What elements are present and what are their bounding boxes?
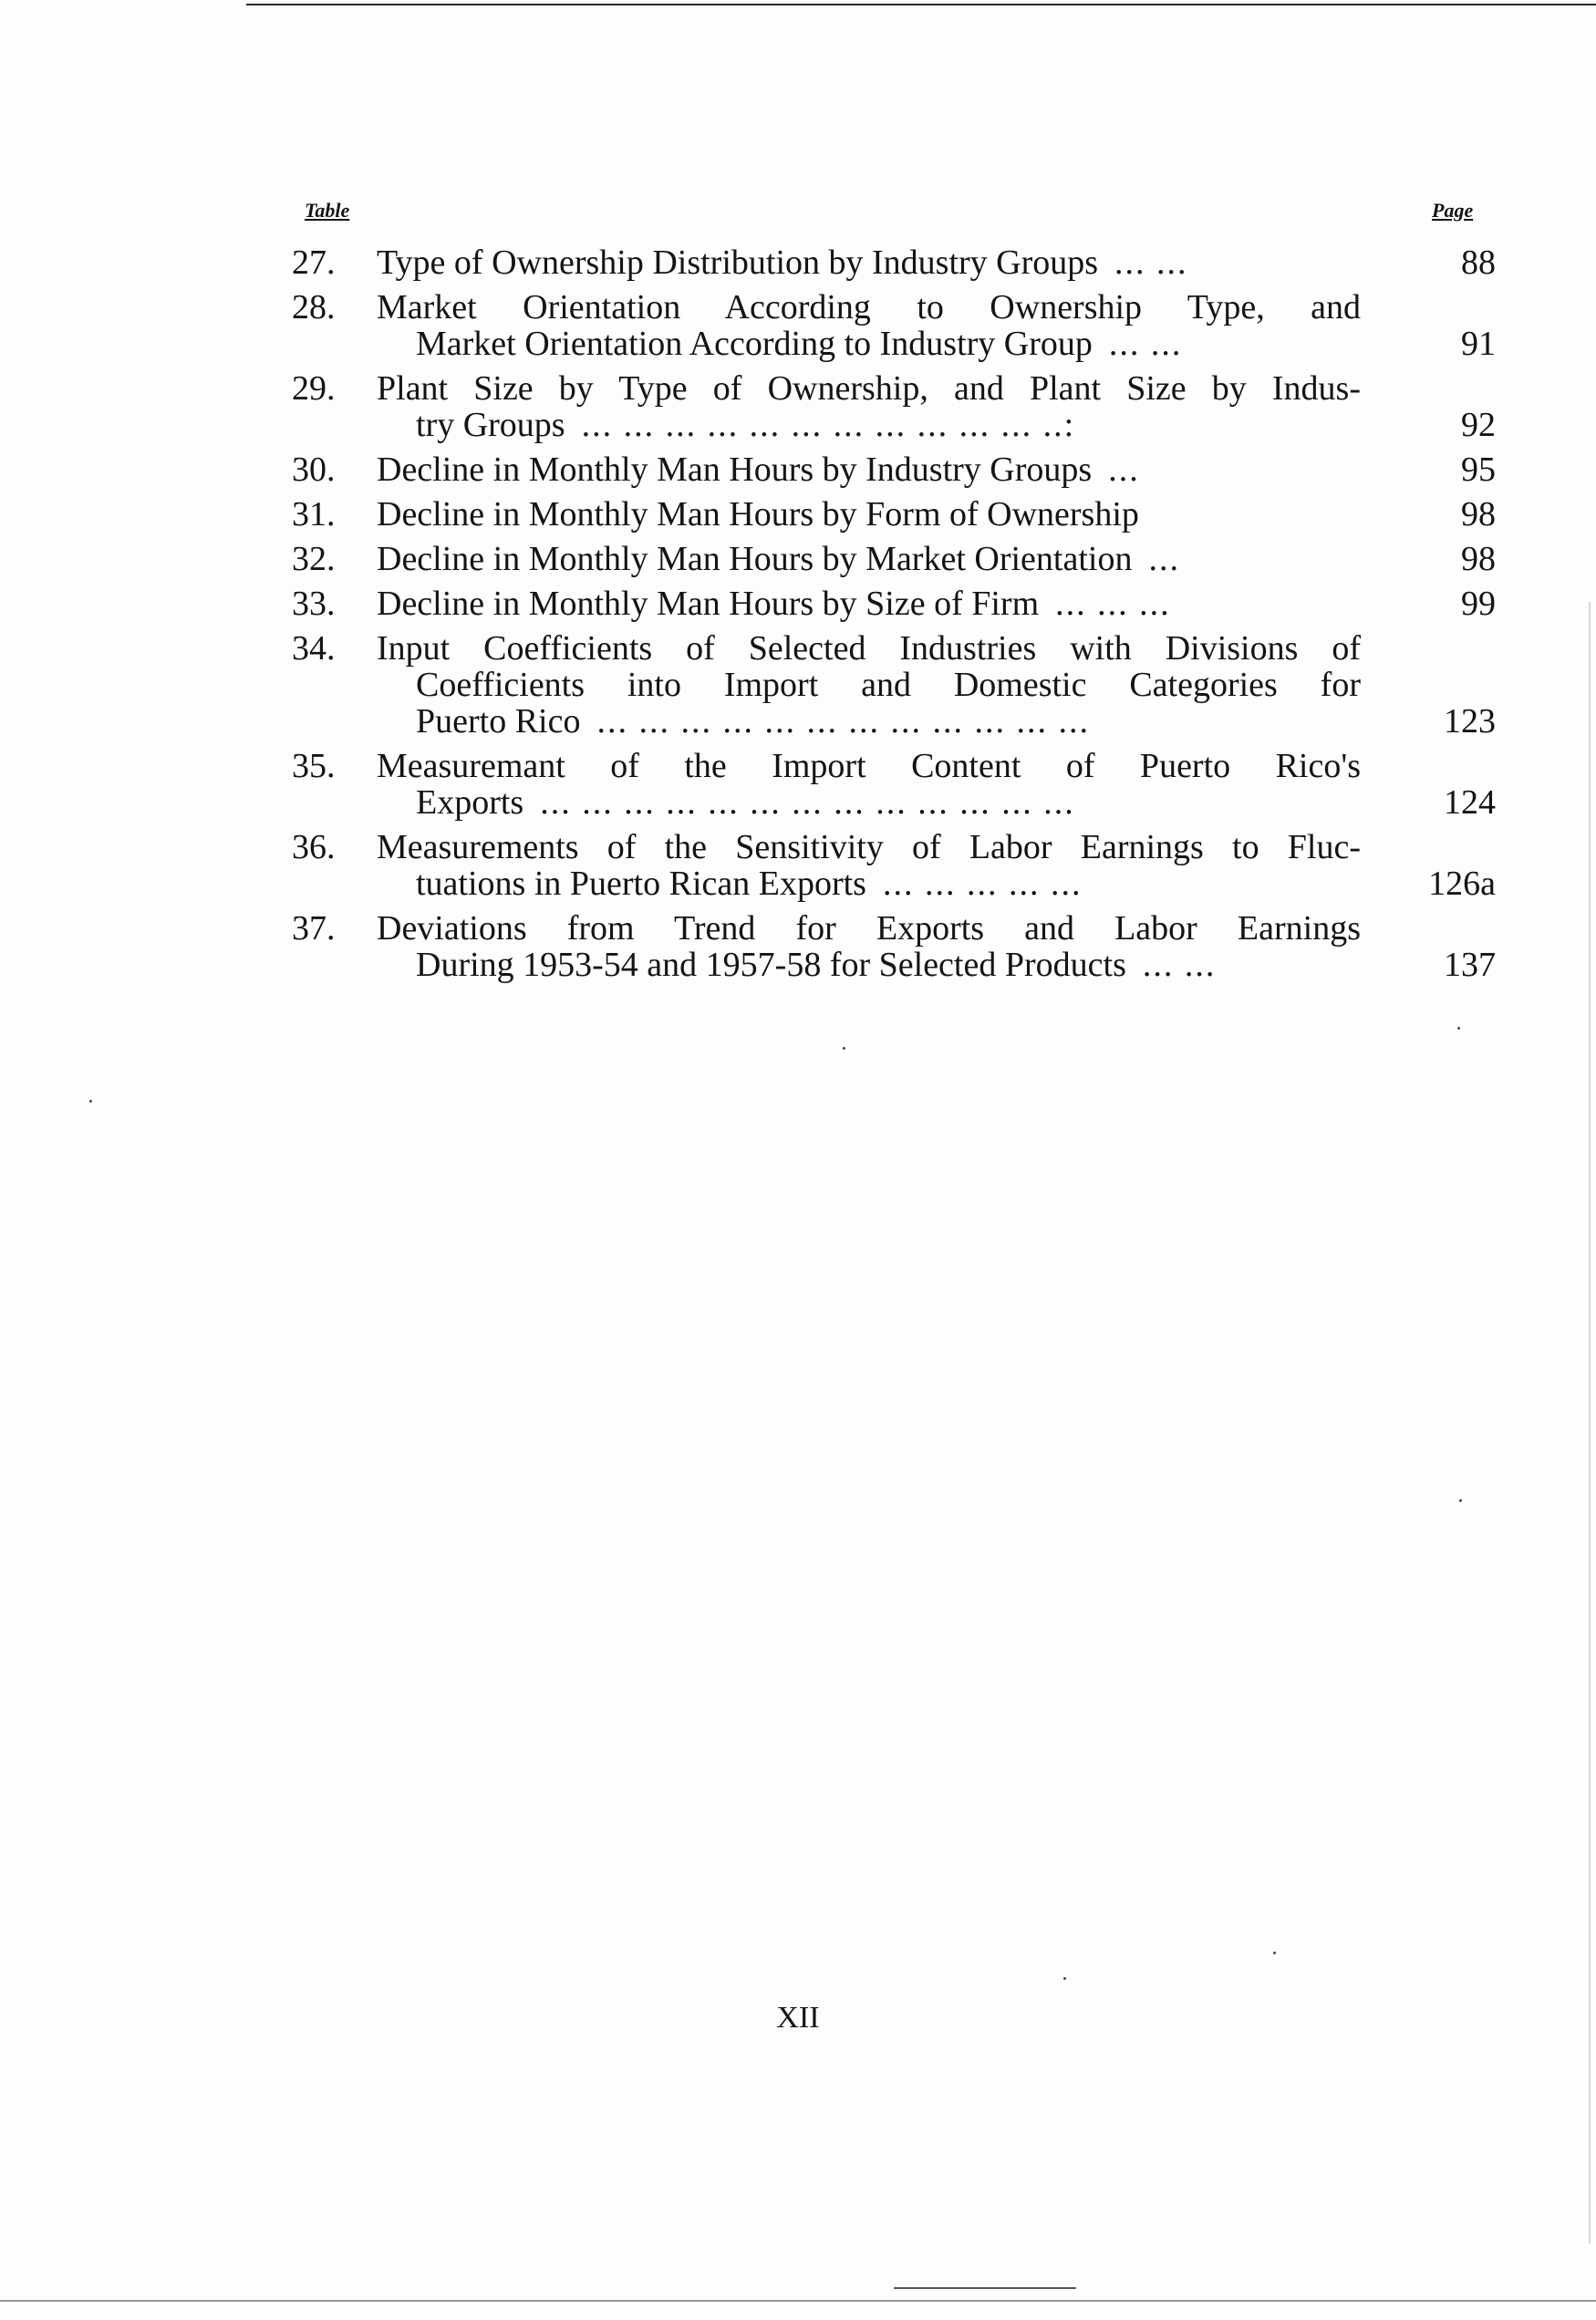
toc-entry (292, 910, 1496, 983)
entry-number: 33. (292, 585, 336, 623)
dot-leader: ... (1108, 451, 1140, 488)
scan-speck (843, 1047, 845, 1050)
entry-number: 34. (292, 629, 336, 668)
toc-entry (292, 630, 1496, 740)
entry-page-number: 98 (1461, 495, 1496, 533)
entry-title (377, 748, 1361, 821)
entry-title-line: During 1953-54 and 1957-58 for Selected Products (416, 946, 1126, 984)
scan-speck (1273, 1952, 1276, 1954)
entry-title-line: Decline in Monthly Man Hours by Market Orientation (377, 540, 1133, 578)
entry-title-line: Market Orientation According to Industry Group (416, 325, 1093, 363)
entry-title-line: try Groups (416, 406, 565, 444)
column-header-table: Table (305, 199, 350, 222)
entry-title (377, 451, 1361, 488)
scan-speck (1063, 1977, 1066, 1980)
scan-edge-top (246, 4, 1596, 5)
entry-page-number: 91 (1461, 325, 1496, 363)
entry-title-line: Decline in Monthly Man Hours by Size of Firm (377, 585, 1040, 623)
entry-title (377, 370, 1361, 443)
dot-leader: ... ... ... (1055, 585, 1171, 622)
toc-entry (292, 451, 1496, 488)
page-number: XII (776, 2001, 820, 2035)
entry-title (377, 630, 1361, 740)
entry-title-line: Market Orientation According to Ownership Type, and (377, 288, 1361, 326)
entry-number: 30. (292, 451, 336, 489)
entry-number: 37. (292, 909, 336, 948)
entry-title (377, 829, 1361, 902)
entry-title-line: Decline in Monthly Man Hours by Form of Ownership (377, 495, 1139, 533)
entry-number: 36. (292, 828, 336, 866)
entry-title (377, 289, 1361, 362)
scan-speck (89, 1100, 92, 1103)
entry-page-number: 124 (1444, 783, 1496, 822)
entry-title (377, 541, 1361, 577)
entry-title (377, 496, 1361, 533)
toc-entry (292, 748, 1496, 821)
entry-title-line: Measurements of the Sensitivity of Labor Earnings to Fluc- (377, 828, 1361, 866)
entry-title (377, 585, 1361, 622)
dot-leader: ... ... ... ... ... ... ... ... ... ... ... ... ... (540, 784, 1075, 821)
entry-title (377, 244, 1361, 281)
dot-leader: ... ... (1108, 326, 1183, 362)
entry-page-number: 98 (1461, 540, 1496, 578)
entry-title-line: Coefficients into Import and Domestic Categories for (416, 666, 1361, 704)
entry-title-line: Decline in Monthly Man Hours by Industry Groups (377, 451, 1093, 489)
toc-entry (292, 829, 1496, 902)
toc-entry (292, 496, 1496, 533)
scan-edge-right (1589, 602, 1591, 2243)
entry-title (377, 910, 1361, 983)
dot-leader: ... ... ... ... ... ... ... ... ... ... ... ..: (581, 407, 1076, 443)
dot-leader: ... (1148, 541, 1180, 577)
scan-edge-bottom-mark (894, 2287, 1076, 2289)
entry-title-line: Type of Ownership Distribution by Industry Groups (377, 243, 1099, 282)
toc-entry (292, 541, 1496, 577)
entry-page-number: 88 (1461, 243, 1496, 282)
scan-edge-bottom (0, 2300, 1596, 2302)
entry-number: 31. (292, 495, 336, 533)
entry-number: 32. (292, 540, 336, 578)
entry-page-number: 99 (1461, 585, 1496, 623)
entry-number: 28. (292, 288, 336, 326)
dot-leader: ... ... ... ... ... (882, 865, 1083, 902)
column-header-page: Page (1432, 199, 1474, 222)
entry-title-line: Measuremant of the Import Content of Puerto Rico's (377, 747, 1361, 785)
toc-entry (292, 370, 1496, 443)
entry-title-line: Deviations from Trend for Exports and Labor Earnings (377, 909, 1361, 948)
entry-page-number: 123 (1444, 702, 1496, 741)
entry-number: 27. (292, 243, 336, 282)
entry-number: 29. (292, 369, 336, 408)
entry-title-line: Plant Size by Type of Ownership, and Plant Size by Indus- (377, 369, 1361, 408)
dot-leader: ... ... (1142, 947, 1217, 983)
entry-page-number: 126a (1428, 865, 1496, 903)
toc-entry (292, 289, 1496, 362)
entry-page-number: 137 (1444, 946, 1496, 984)
entry-title-line: Puerto Rico (416, 702, 581, 741)
dot-leader: ... ... ... ... ... ... ... ... ... ... ... ... (596, 703, 1090, 740)
toc-entry (292, 585, 1496, 622)
entry-title-line: Input Coefficients of Selected Industries with Divisions of (377, 629, 1361, 668)
scan-speck (1457, 1027, 1460, 1030)
scan-speck (1459, 1499, 1462, 1502)
entry-page-number: 95 (1461, 451, 1496, 489)
dot-leader: ... ... (1114, 244, 1188, 281)
entry-title-line: Exports (416, 783, 524, 822)
table-list (292, 244, 1496, 991)
toc-entry (292, 244, 1496, 281)
entry-number: 35. (292, 747, 336, 785)
entry-page-number: 92 (1461, 406, 1496, 444)
entry-title-line: tuations in Puerto Rican Exports (416, 865, 866, 903)
